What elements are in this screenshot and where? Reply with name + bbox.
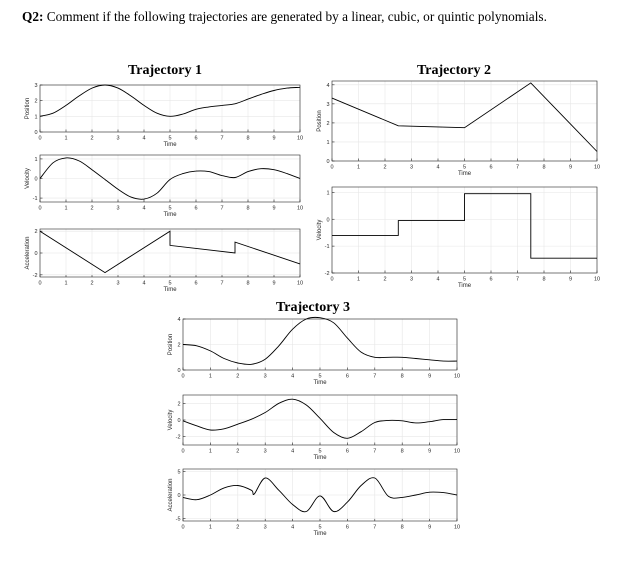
x-tick-label: 9 bbox=[568, 276, 573, 283]
x-tick-label: 6 bbox=[489, 164, 493, 171]
x-tick-label: 1 bbox=[64, 280, 68, 287]
x-tick-label: 6 bbox=[345, 373, 349, 380]
x-tick-label: 6 bbox=[345, 448, 349, 455]
x-tick-label: 2 bbox=[383, 276, 387, 283]
x-tick-label: 4 bbox=[291, 524, 295, 531]
y-tick-label: 0 bbox=[326, 159, 330, 165]
x-axis-label: Time bbox=[313, 531, 327, 537]
x-tick-label: 3 bbox=[409, 276, 414, 283]
x-tick-label: 8 bbox=[246, 135, 250, 142]
x-tick-label: 3 bbox=[409, 164, 414, 171]
x-tick-label: 7 bbox=[373, 373, 377, 380]
x-tick-label: 7 bbox=[373, 448, 377, 455]
x-tick-label: 5 bbox=[462, 164, 467, 171]
x-tick-label: 0 bbox=[38, 205, 42, 212]
x-axis-label: Time bbox=[457, 171, 472, 177]
y-tick-label: 3 bbox=[326, 101, 330, 108]
y-tick-label: 2 bbox=[177, 342, 181, 349]
x-tick-label: 9 bbox=[272, 205, 276, 212]
x-tick-label: 1 bbox=[64, 135, 68, 142]
y-axis-label: Acceleration bbox=[168, 478, 174, 512]
x-tick-label: 10 bbox=[296, 135, 304, 142]
y-tick-label: 0 bbox=[177, 493, 181, 499]
y-tick-label: -1 bbox=[32, 196, 38, 203]
x-tick-label: 7 bbox=[515, 276, 520, 283]
y-tick-label: 0 bbox=[326, 217, 330, 224]
x-tick-label: 3 bbox=[263, 373, 267, 380]
x-tick-label: 1 bbox=[208, 524, 212, 531]
x-tick-label: 2 bbox=[236, 524, 240, 531]
y-tick-label: -1 bbox=[324, 244, 330, 251]
x-axis-label: Time bbox=[313, 455, 327, 461]
x-tick-label: 3 bbox=[116, 135, 120, 142]
x-tick-label: 8 bbox=[400, 524, 404, 531]
trajectory-3-velocity-panel bbox=[168, 395, 460, 461]
y-tick-label: 1 bbox=[34, 156, 38, 163]
x-tick-label: 9 bbox=[428, 373, 432, 380]
x-tick-label: 0 bbox=[181, 448, 185, 455]
x-tick-label: 7 bbox=[515, 164, 520, 171]
x-tick-label: 0 bbox=[38, 135, 42, 142]
x-tick-label: 3 bbox=[263, 448, 267, 455]
x-tick-label: 0 bbox=[330, 276, 334, 283]
y-axis-label: Position bbox=[25, 97, 31, 120]
x-tick-label: 6 bbox=[489, 276, 493, 283]
x-tick-label: 2 bbox=[383, 164, 387, 171]
y-tick-label: 0 bbox=[177, 368, 181, 374]
x-tick-label: 4 bbox=[142, 135, 146, 142]
x-tick-label: 1 bbox=[356, 276, 361, 283]
x-tick-label: 7 bbox=[220, 205, 224, 212]
x-axis-label: Time bbox=[163, 287, 177, 293]
x-tick-label: 9 bbox=[568, 164, 573, 171]
x-tick-label: 4 bbox=[436, 276, 440, 283]
trajectory-3-acceleration-panel bbox=[168, 469, 460, 537]
trajectory-1-velocity-panel bbox=[25, 155, 303, 218]
x-tick-label: 9 bbox=[272, 280, 276, 287]
x-axis-label: Time bbox=[163, 142, 177, 148]
x-tick-label: 2 bbox=[90, 135, 94, 142]
y-tick-label: -2 bbox=[175, 434, 181, 441]
y-tick-label: 0 bbox=[34, 251, 38, 257]
y-tick-label: 4 bbox=[326, 82, 330, 89]
x-tick-label: 3 bbox=[263, 524, 267, 531]
y-tick-label: -5 bbox=[175, 516, 181, 523]
x-tick-label: 5 bbox=[318, 373, 322, 380]
x-tick-label: 0 bbox=[330, 164, 334, 171]
x-tick-label: 3 bbox=[116, 280, 120, 287]
y-tick-label: 1 bbox=[326, 190, 330, 197]
x-tick-label: 7 bbox=[220, 280, 224, 287]
x-tick-label: 9 bbox=[272, 135, 276, 142]
x-tick-label: 4 bbox=[291, 448, 295, 455]
x-tick-label: 1 bbox=[208, 373, 212, 380]
x-tick-label: 10 bbox=[453, 373, 461, 380]
y-tick-label: 5 bbox=[177, 469, 181, 476]
x-tick-label: 0 bbox=[38, 280, 42, 287]
trajectory-1-acceleration-panel bbox=[25, 229, 303, 293]
x-tick-label: 8 bbox=[400, 373, 404, 380]
y-axis-label: Velocity bbox=[25, 168, 31, 189]
trajectory-3-title: Trajectory 3 bbox=[276, 300, 350, 315]
x-axis-label: Time bbox=[313, 380, 327, 386]
x-tick-label: 10 bbox=[453, 448, 461, 455]
x-tick-label: 6 bbox=[194, 205, 198, 212]
x-tick-label: 7 bbox=[373, 524, 377, 531]
trajectory-2-title: Trajectory 2 bbox=[417, 63, 491, 78]
trajectory-1-position-panel bbox=[25, 83, 303, 148]
x-tick-label: 1 bbox=[208, 448, 212, 455]
x-tick-label: 1 bbox=[356, 164, 361, 171]
x-tick-label: 8 bbox=[246, 280, 250, 287]
x-tick-label: 2 bbox=[90, 280, 94, 287]
x-tick-label: 5 bbox=[462, 276, 467, 283]
x-tick-label: 7 bbox=[220, 135, 224, 142]
x-tick-label: 5 bbox=[168, 280, 172, 287]
y-axis-label: Acceleration bbox=[25, 236, 31, 270]
trajectory-1-title: Trajectory 1 bbox=[128, 63, 202, 78]
x-tick-label: 10 bbox=[453, 524, 461, 531]
x-tick-label: 8 bbox=[400, 448, 404, 455]
x-tick-label: 9 bbox=[428, 448, 432, 455]
y-tick-label: -2 bbox=[324, 271, 330, 277]
y-axis-label: Velocity bbox=[168, 409, 174, 431]
x-tick-label: 9 bbox=[428, 524, 432, 531]
trajectory-2-position-panel bbox=[317, 81, 600, 177]
y-axis-label: Velocity bbox=[317, 219, 323, 241]
y-tick-label: 0 bbox=[177, 418, 181, 424]
trajectory-2-velocity-panel bbox=[317, 187, 600, 289]
x-tick-label: 2 bbox=[236, 373, 240, 380]
y-tick-label: 1 bbox=[326, 139, 330, 146]
x-tick-label: 0 bbox=[181, 524, 185, 531]
y-tick-label: 0 bbox=[34, 176, 38, 183]
y-tick-label: 2 bbox=[34, 229, 38, 236]
x-tick-label: 6 bbox=[194, 135, 198, 142]
x-tick-label: 10 bbox=[296, 280, 304, 287]
y-axis-label: Position bbox=[317, 110, 323, 132]
y-tick-label: 4 bbox=[177, 317, 181, 323]
y-tick-label: 2 bbox=[177, 401, 181, 408]
x-tick-label: 3 bbox=[116, 205, 120, 212]
y-tick-label: -2 bbox=[32, 272, 38, 279]
x-tick-label: 6 bbox=[345, 524, 349, 531]
trajectory-3-position-panel bbox=[168, 317, 460, 386]
x-axis-label: Time bbox=[163, 212, 177, 218]
y-axis-label: Position bbox=[168, 333, 174, 356]
x-tick-label: 2 bbox=[236, 448, 240, 455]
x-tick-label: 5 bbox=[318, 524, 322, 531]
x-tick-label: 4 bbox=[142, 280, 146, 287]
x-tick-label: 8 bbox=[542, 276, 546, 283]
x-tick-label: 2 bbox=[90, 205, 94, 212]
y-tick-label: 0 bbox=[34, 130, 38, 136]
y-tick-label: 2 bbox=[326, 120, 330, 127]
x-tick-label: 5 bbox=[168, 135, 172, 142]
x-axis-label: Time bbox=[457, 283, 472, 289]
x-tick-label: 1 bbox=[64, 205, 68, 212]
x-tick-label: 4 bbox=[142, 205, 146, 212]
x-tick-label: 4 bbox=[291, 373, 295, 380]
y-tick-label: 3 bbox=[34, 83, 38, 89]
y-tick-label: 2 bbox=[34, 98, 38, 105]
question-body: Comment if the following trajectories are generated by a linear, cubic, or quintic polynomials. bbox=[43, 9, 547, 24]
x-tick-label: 8 bbox=[246, 205, 250, 212]
x-tick-label: 4 bbox=[436, 164, 440, 171]
y-tick-label: 1 bbox=[34, 114, 38, 121]
x-tick-label: 10 bbox=[593, 276, 601, 283]
x-tick-label: 6 bbox=[194, 280, 198, 287]
x-tick-label: 8 bbox=[542, 164, 546, 171]
x-tick-label: 5 bbox=[318, 448, 322, 455]
question-label: Q2: bbox=[22, 9, 44, 24]
x-tick-label: 0 bbox=[181, 373, 185, 380]
x-tick-label: 5 bbox=[168, 205, 172, 212]
x-tick-label: 10 bbox=[593, 164, 601, 171]
x-tick-label: 10 bbox=[296, 205, 304, 212]
